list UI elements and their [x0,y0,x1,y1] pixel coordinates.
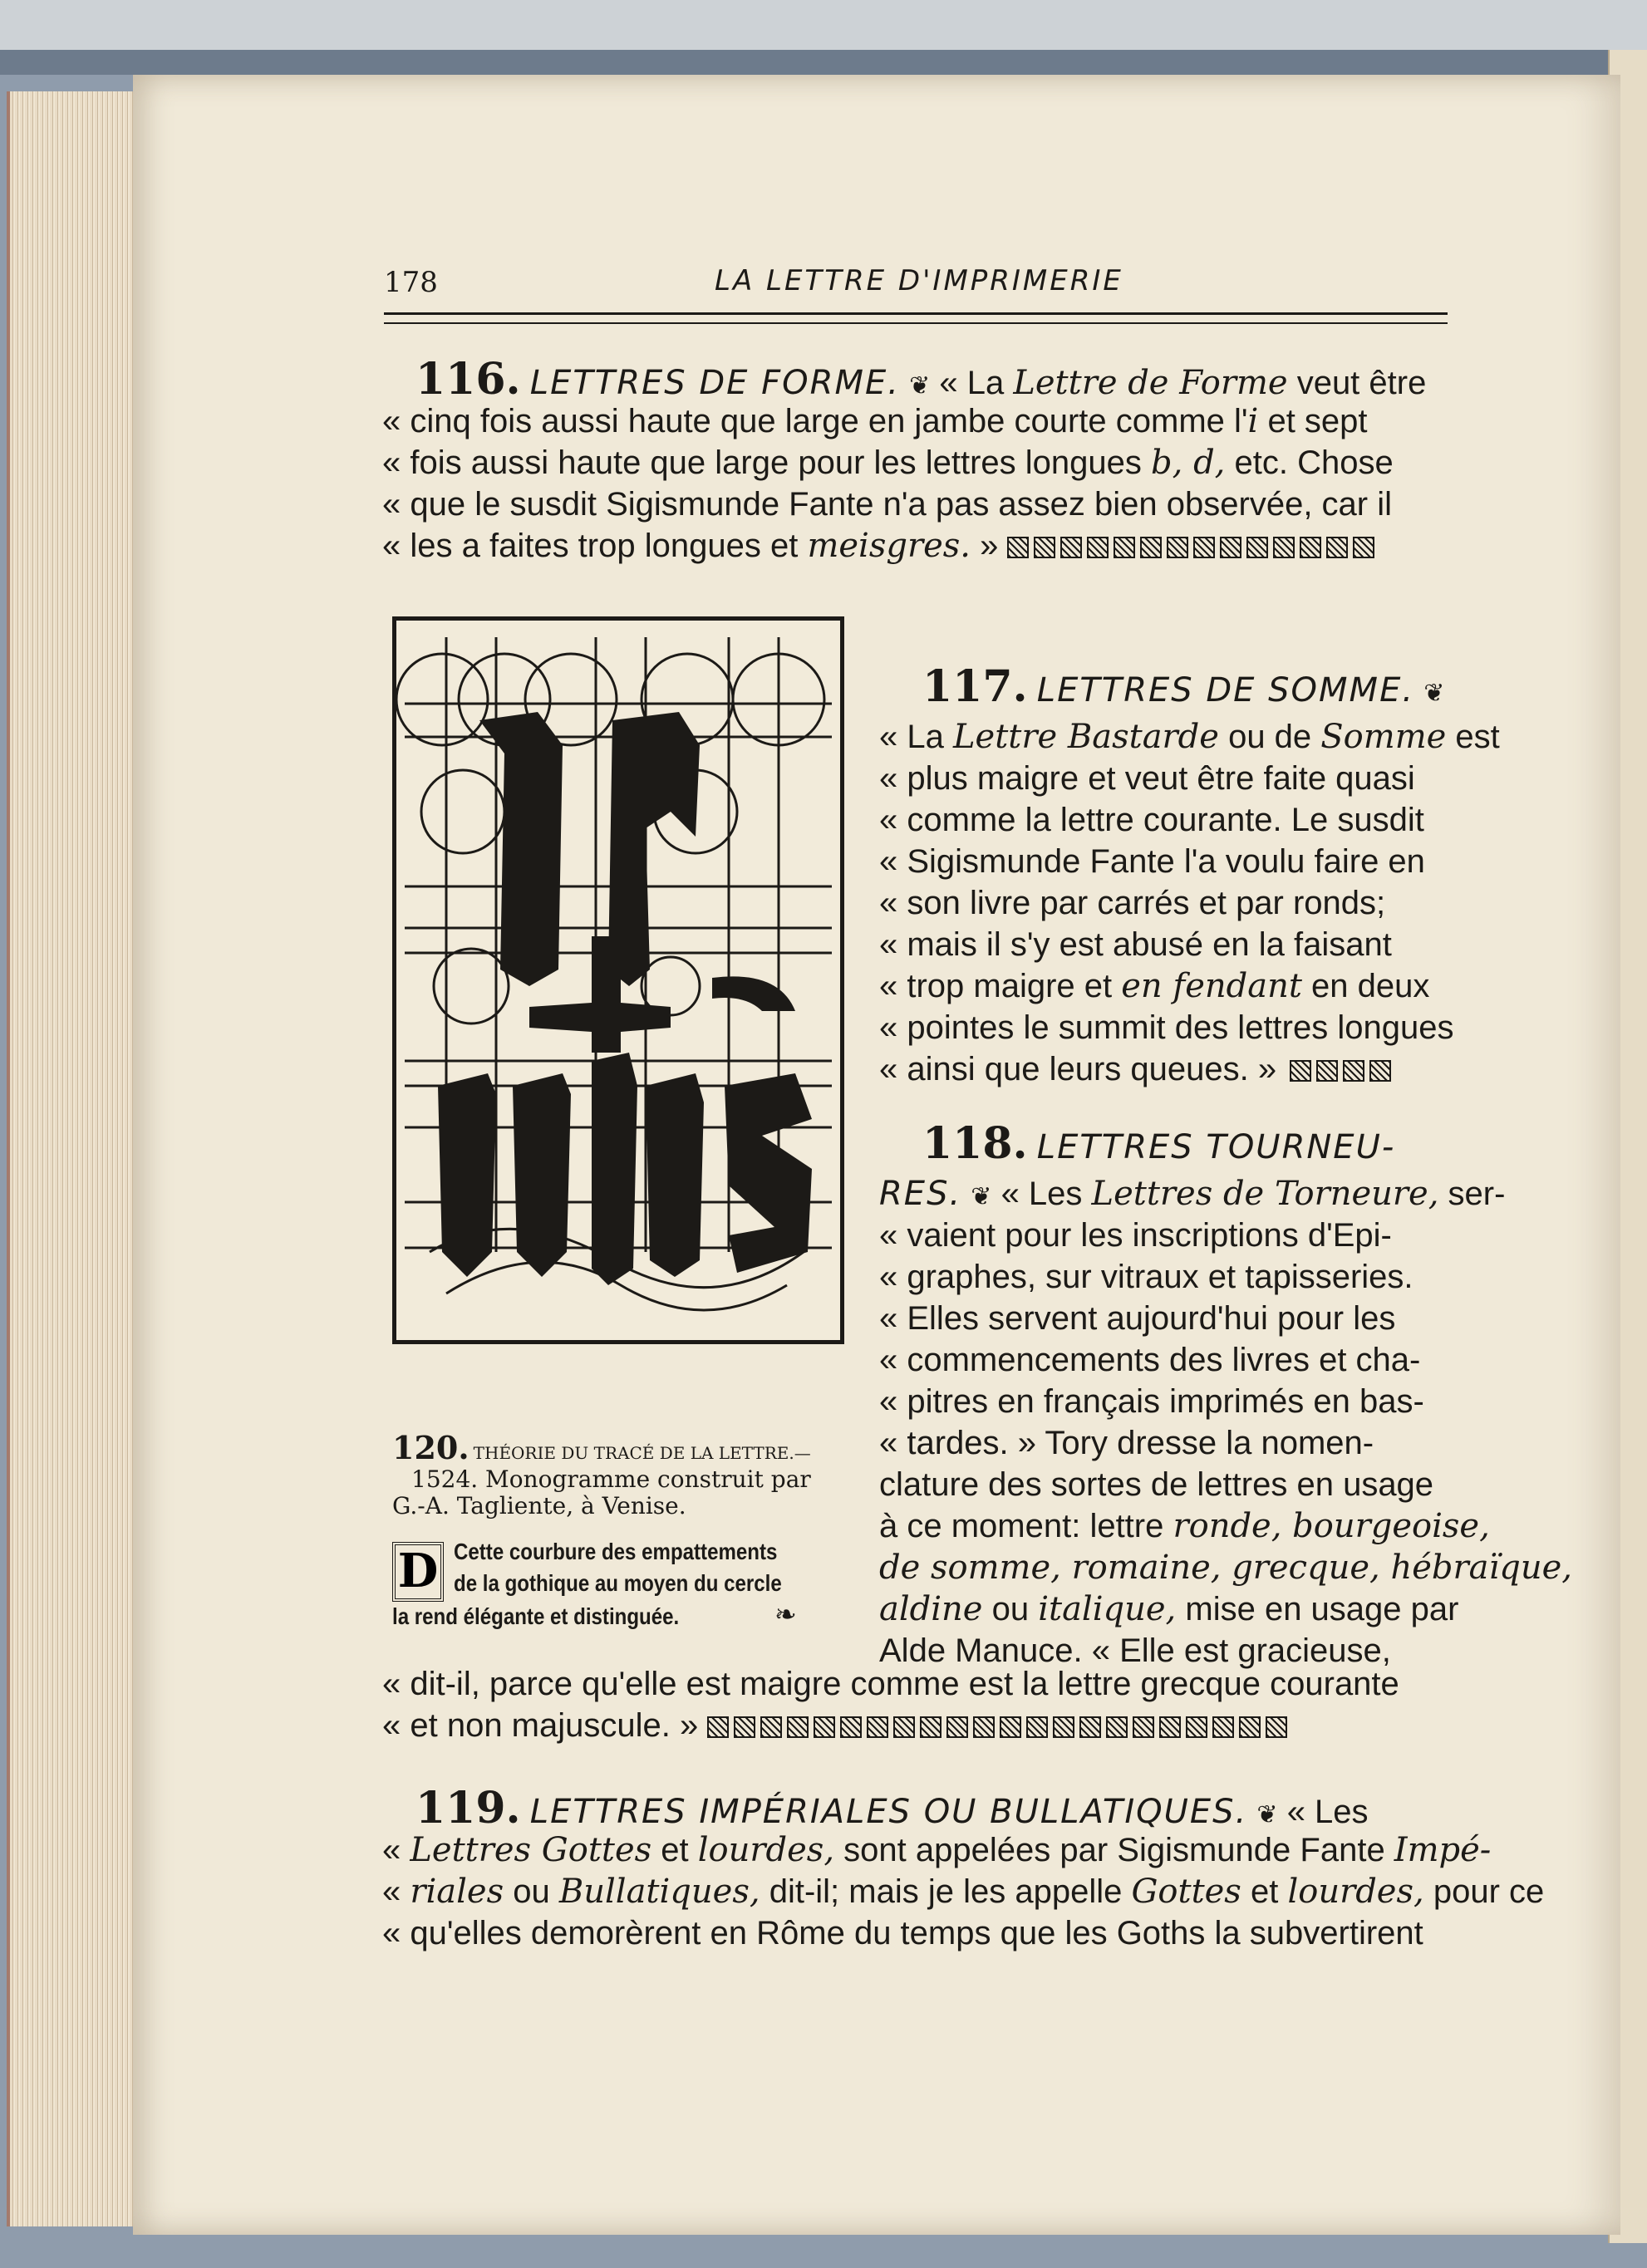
section-116-number: 116. [415,354,521,405]
header-rule-thin [384,322,1448,324]
italic-run: Lettre Bastarde [952,718,1219,756]
ornament-square-icon [1140,537,1162,558]
section-117-line-3 [879,799,1424,841]
section-118-line-6 [879,1381,1424,1422]
cover-edge [0,50,1647,75]
ornament-square-icon [1167,537,1188,558]
ornament-square-icon [1159,1716,1181,1738]
ornament-square-icon [1034,537,1055,558]
text-run: « La [939,365,1014,401]
monogram-illustration [396,621,840,1340]
text-run: etc. Chose [1225,444,1394,481]
note-line-2: de la gothique au moyen du cercle [454,1570,782,1596]
section-118-title-1: LETTRES TOURNEU- [1036,1128,1396,1166]
note-line-1: Cette courbure des empattements [454,1539,778,1564]
text-run: « cinq fois aussi haute que large en jambe courte comme l' [382,403,1248,439]
section-118-line-1 [879,1173,1505,1218]
text-run: veut être [1287,365,1427,401]
ornament-square-icon [1316,1060,1338,1082]
ornament-square-icon [707,1716,729,1738]
section-118-line-8 [879,1464,1433,1505]
text-run: pour ce [1423,1873,1545,1910]
ornament-row-117 [1290,1051,1396,1087]
text-run: « graphes, sur vitraux et tapisseries. [879,1259,1413,1295]
italic-run: lourdes, [1287,1873,1424,1911]
text-run: « tardes. » Tory dresse la nomen- [879,1425,1374,1461]
italic-run: italique, [1038,1590,1177,1628]
section-118-line-2 [879,1215,1392,1256]
page-edges [7,91,143,2226]
section-116-line-5 [382,525,1379,567]
section-117-line-9 [879,1048,1396,1090]
text-run: « plus maigre et veut être faite quasi [879,760,1415,797]
italic-run: i [1247,402,1259,440]
ornament-square-icon [1239,1716,1261,1738]
section-117-line-5 [879,882,1385,924]
text-run: ou [982,1591,1039,1627]
ornament-square-icon [1193,537,1215,558]
text-run: « Les [1286,1794,1369,1830]
text-run: « vaient pour les inscriptions d'Epi- [879,1217,1392,1254]
ornament-square-icon [1246,537,1268,558]
section-118-number: 118. [922,1118,1028,1169]
section-118-title-2: RES. [879,1175,962,1213]
ornament-square-icon [1266,1716,1287,1738]
text-run: « Les [1000,1176,1092,1212]
section-117-line-4 [879,841,1425,882]
text-run: et [651,1832,698,1868]
text-run: et sept [1258,403,1368,439]
section-119-title: LETTRES IMPÉRIALES OU BULLATIQUES. [529,1793,1248,1831]
ornament-square-icon [1186,1716,1207,1738]
text-run: ou de [1218,719,1321,755]
fleuron-icon: ❧ [774,1598,797,1630]
page-number: 178 [384,266,438,299]
section-118-line-11 [879,1588,1458,1630]
ornament-square-icon [1290,1060,1311,1082]
ornament-square-icon [1007,537,1029,558]
note-line-3: la rend élégante et distinguée. [392,1603,680,1629]
text-run: ser- [1438,1176,1506,1212]
section-117-number: 117. [922,661,1028,712]
section-118-heading [922,1118,1396,1169]
ornament-square-icon [1087,537,1109,558]
ornament-square-icon [1133,1716,1154,1738]
ornament-square-icon [1300,537,1321,558]
text-run: « fois aussi haute que large pour les lettres longues [382,444,1152,481]
ornament-square-icon [1212,1716,1234,1738]
ornament-square-icon [1114,537,1135,558]
text-run: « [382,1873,411,1910]
ornament-square-icon [867,1716,888,1738]
text-run: ou [504,1873,559,1910]
header-rule [384,312,1448,315]
section-118-full-line-1: « dit-il, parce qu'elle est maigre comme est la lettre grecque courante [382,1666,1399,1702]
section-117-heading [922,661,1445,714]
text-run: est [1446,719,1500,755]
text-run: en deux [1301,968,1430,1004]
ornament-square-icon [973,1716,995,1738]
figure-caption-line-2: 1524. Monogramme construit par [411,1465,811,1493]
italic-run: riales [410,1873,504,1911]
monogram-figure [392,616,844,1344]
figure-number: 120. [392,1429,470,1466]
leaf-ornament-icon: ❦ [971,1183,992,1210]
leaf-ornament-icon: ❦ [909,372,931,400]
text-run: et [1241,1873,1288,1910]
text-run: « les a faites trop longues et [382,528,808,564]
text-run: mise en usage par [1176,1591,1459,1627]
italic-run: Impé- [1394,1831,1492,1869]
text-run: à ce moment: lettre [879,1508,1173,1544]
note-initial-letter: D [397,1544,439,1598]
leaf-ornament-icon: ❦ [1256,1801,1278,1829]
ornament-square-icon [1053,1716,1074,1738]
ornament-row-116 [1007,528,1379,564]
italic-run: Lettres Gottes [410,1831,652,1869]
figure-caption-line-3: G.-A. Tagliente, à Venise. [392,1492,686,1519]
text-run: « que le susdit Sigismunde Fante n'a pas assez bien observée, car il [382,486,1392,523]
text-run: sont appelées par Sigismunde Fante [834,1832,1394,1868]
section-117-line-2 [879,758,1415,799]
section-117-title: LETTRES DE SOMME. [1036,671,1415,709]
italic-run: de somme, romaine, grecque, hébraïque, [879,1549,1573,1587]
text-run: « La [879,719,953,755]
italic-run: en fendant [1121,967,1302,1005]
italic-run: meisgres. [807,527,971,565]
text-run: « ainsi que leurs queues. » [879,1051,1277,1087]
ornament-square-icon [734,1716,755,1738]
section-117-line-8 [879,1007,1453,1048]
italic-run: Gottes [1131,1873,1241,1911]
section-117-line-1 [879,716,1500,758]
ornament-square-icon [1326,537,1348,558]
section-116-line-2 [382,400,1368,442]
section-117-line-7 [879,965,1429,1007]
text-run: » [971,528,999,564]
text-run: « et non majuscule. » [382,1707,699,1744]
italic-run: b, d, [1151,444,1226,482]
italic-run: lourdes, [697,1831,835,1869]
text-run: « Sigismunde Fante l'a voulu faire en [879,843,1425,880]
section-118-line-10 [879,1547,1572,1588]
text-run: « pitres en français imprimés en bas- [879,1383,1424,1420]
text-run: « Elles servent aujourd'hui pour les [879,1300,1396,1337]
text-run: « commencements des livres et cha- [879,1342,1421,1378]
ornament-square-icon [920,1716,941,1738]
section-117-line-6 [879,924,1392,965]
section-118-line-4 [879,1298,1395,1339]
section-116-line-3 [382,442,1394,484]
ornament-square-icon [787,1716,809,1738]
ornament-square-icon [814,1716,835,1738]
ornament-square-icon [1273,537,1295,558]
running-title: LA LETTRE D'IMPRIMERIE [715,264,1123,297]
section-116-line-4 [382,484,1392,525]
text-run: « trop maigre et [879,968,1122,1004]
section-116-title: LETTRES DE FORME. [529,364,900,402]
ornament-square-icon [893,1716,915,1738]
ornament-square-icon [1369,1060,1391,1082]
italic-run: Somme [1320,718,1447,756]
ornament-row-118 [707,1707,1292,1744]
note-initial-D [392,1542,444,1602]
section-118-line-7 [879,1422,1374,1464]
italic-run: ronde, bourgeoise, [1173,1507,1490,1545]
ornament-square-icon [1220,537,1241,558]
text-run: « comme la lettre courante. Le susdit [879,802,1424,838]
italic-run: Lettres de Torneure, [1091,1175,1439,1213]
section-118-line-9 [879,1505,1490,1547]
section-119-line-4 [382,1912,1423,1954]
text-run: « [382,1832,411,1868]
section-119-number: 119. [415,1783,521,1834]
ornament-square-icon [946,1716,968,1738]
text-run: « pointes le summit des lettres longues [879,1009,1454,1046]
ornament-square-icon [1106,1716,1128,1738]
ornament-square-icon [840,1716,862,1738]
ornament-square-icon [1079,1716,1101,1738]
ornament-square-icon [1353,537,1374,558]
ornament-square-icon [1026,1716,1048,1738]
leaf-ornament-icon: ❦ [1423,680,1445,707]
text-run: clature des sortes de lettres en usage [879,1466,1434,1503]
text-run: « mais il s'y est abusé en la faisant [879,926,1392,963]
section-118-line-3 [879,1256,1413,1298]
text-run: « son livre par carrés et par ronds; [879,885,1386,921]
italic-run: aldine [879,1590,983,1628]
section-119-line-2 [382,1829,1491,1871]
text-run: Alde Manuce. « Elle est gracieuse, [879,1632,1391,1669]
ornament-square-icon [1000,1716,1021,1738]
italic-run: Bullatiques, [558,1873,760,1911]
section-119-line-3 [382,1871,1544,1912]
text-run: dit-il; mais je les appelle [760,1873,1132,1910]
figure-caption-small: THÉORIE DU TRACÉ DE LA LETTRE.— [473,1443,811,1463]
text-run: « qu'elles demorèrent en Rôme du temps que les Goths la subvertirent [382,1915,1423,1951]
section-118-full-line-2 [382,1705,1292,1746]
book-page [133,75,1620,2235]
section-118-line-5 [879,1339,1420,1381]
ornament-square-icon [760,1716,782,1738]
italic-run: Lettre de Forme [1013,364,1288,402]
ornament-square-icon [1343,1060,1364,1082]
figure-caption-line-1 [392,1429,811,1466]
ornament-square-icon [1060,537,1082,558]
